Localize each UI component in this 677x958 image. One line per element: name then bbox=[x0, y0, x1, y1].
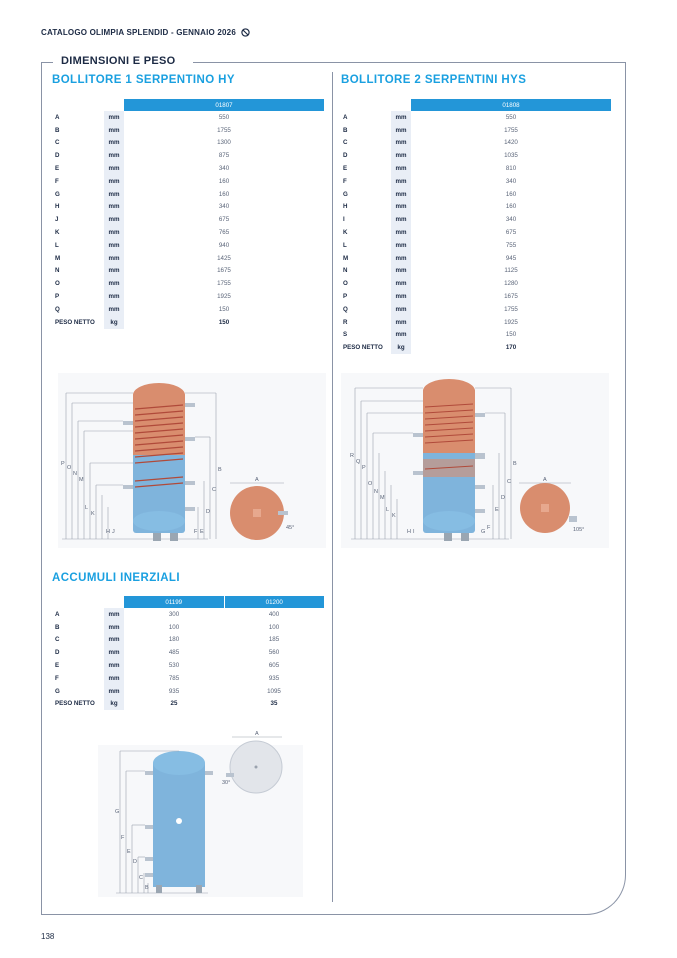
row-value: 1300 bbox=[217, 139, 231, 147]
svg-text:A: A bbox=[255, 731, 259, 737]
row-label: L bbox=[343, 241, 347, 249]
table-row bbox=[340, 175, 611, 188]
row-label: A bbox=[55, 610, 60, 618]
table-row bbox=[52, 137, 324, 150]
row-unit: mm bbox=[391, 111, 411, 124]
row-value: 1755 bbox=[217, 280, 231, 288]
bollitore1-table bbox=[52, 99, 324, 329]
row-unit: mm bbox=[104, 303, 124, 316]
svg-text:O: O bbox=[368, 481, 373, 487]
row-label: C bbox=[55, 139, 60, 147]
table-row bbox=[340, 162, 611, 175]
table-row bbox=[340, 341, 611, 354]
table-row bbox=[340, 201, 611, 214]
row-unit: mm bbox=[391, 124, 411, 137]
row-value: 485 bbox=[168, 649, 180, 657]
row-value: 185 bbox=[268, 636, 280, 644]
table-row bbox=[340, 149, 611, 162]
catalog-title: CATALOGO OLIMPIA SPLENDID - GENNAIO 2026 bbox=[41, 28, 236, 37]
row-label: O bbox=[343, 280, 348, 288]
row-unit: mm bbox=[391, 175, 411, 188]
row-value: 1925 bbox=[217, 293, 231, 301]
svg-text:A: A bbox=[255, 477, 259, 483]
table-row bbox=[52, 201, 324, 214]
row-unit: mm bbox=[104, 188, 124, 201]
no-symbol-icon bbox=[241, 28, 250, 37]
row-label: S bbox=[343, 331, 348, 339]
table-row bbox=[52, 672, 324, 685]
row-unit: mm bbox=[104, 124, 124, 137]
row-label: F bbox=[55, 674, 59, 682]
row-unit: mm bbox=[104, 659, 124, 672]
table-row bbox=[340, 137, 611, 150]
row-value: 605 bbox=[268, 662, 280, 670]
row-unit: kg bbox=[391, 341, 411, 354]
row-unit: mm bbox=[391, 303, 411, 316]
row-value: 935 bbox=[168, 687, 180, 695]
table-row bbox=[340, 277, 611, 290]
row-label: B bbox=[55, 623, 60, 631]
row-label: R bbox=[343, 318, 348, 326]
table-row bbox=[52, 608, 324, 621]
row-value: 1755 bbox=[217, 126, 231, 134]
svg-text:N: N bbox=[374, 489, 378, 495]
row-unit: mm bbox=[391, 277, 411, 290]
row-unit: kg bbox=[104, 698, 124, 711]
svg-text:H: H bbox=[106, 529, 110, 535]
svg-text:G: G bbox=[115, 809, 120, 815]
row-value: 100 bbox=[168, 623, 180, 631]
row-value: 940 bbox=[218, 241, 230, 249]
row-label: Q bbox=[55, 305, 60, 313]
row-value: 675 bbox=[505, 229, 517, 237]
row-unit: mm bbox=[391, 213, 411, 226]
row-value: 340 bbox=[218, 165, 230, 173]
row-label: M bbox=[55, 254, 61, 262]
row-unit: mm bbox=[104, 634, 124, 647]
row-label: L bbox=[55, 241, 59, 249]
svg-text:H: H bbox=[407, 529, 411, 535]
table-row bbox=[52, 175, 324, 188]
row-label: D bbox=[55, 649, 60, 657]
row-value: 100 bbox=[268, 623, 280, 631]
row-label: N bbox=[343, 267, 348, 275]
svg-text:F: F bbox=[121, 835, 125, 841]
row-label: B bbox=[343, 126, 348, 134]
svg-text:E: E bbox=[495, 507, 499, 513]
svg-text:L: L bbox=[386, 507, 390, 513]
row-label: H bbox=[343, 203, 348, 211]
table-row bbox=[52, 265, 324, 278]
row-label: PESO NETTO bbox=[55, 318, 95, 326]
row-value: 810 bbox=[505, 165, 517, 173]
row-unit: mm bbox=[104, 252, 124, 265]
svg-text:L: L bbox=[85, 505, 89, 511]
row-value: 675 bbox=[218, 216, 230, 224]
row-unit: mm bbox=[104, 290, 124, 303]
table-row bbox=[52, 252, 324, 265]
table-row bbox=[340, 239, 611, 252]
bollitore2-code: 01808 bbox=[411, 99, 611, 111]
svg-text:A: A bbox=[543, 477, 547, 483]
row-unit: mm bbox=[391, 239, 411, 252]
bollitore1-title: BOLLITORE 1 SERPENTINO HY bbox=[52, 74, 235, 86]
table-row bbox=[340, 188, 611, 201]
row-unit: mm bbox=[104, 239, 124, 252]
row-label: N bbox=[55, 267, 60, 275]
table-row bbox=[52, 226, 324, 239]
row-value: 550 bbox=[218, 113, 230, 121]
row-value: 160 bbox=[505, 203, 517, 211]
row-value: 150 bbox=[218, 318, 230, 326]
row-value: 1095 bbox=[267, 687, 281, 695]
svg-text:F: F bbox=[487, 525, 491, 531]
accumuli-code-1: 01199 bbox=[124, 596, 224, 608]
svg-text:E: E bbox=[127, 849, 131, 855]
svg-text:K: K bbox=[91, 511, 95, 517]
table-row bbox=[340, 290, 611, 303]
frame-top-edge-right bbox=[193, 62, 625, 63]
row-unit: mm bbox=[391, 329, 411, 342]
row-value: 1425 bbox=[217, 254, 231, 262]
row-label: J bbox=[55, 216, 59, 224]
row-value: 150 bbox=[505, 331, 517, 339]
row-unit: mm bbox=[391, 290, 411, 303]
svg-text:B: B bbox=[218, 467, 222, 473]
row-value: 160 bbox=[218, 190, 230, 198]
svg-text:I: I bbox=[413, 529, 415, 535]
table-row bbox=[340, 316, 611, 329]
row-value: 180 bbox=[168, 636, 180, 644]
row-unit: mm bbox=[391, 201, 411, 214]
row-value: 1925 bbox=[504, 318, 518, 326]
row-unit: mm bbox=[104, 277, 124, 290]
catalog-header bbox=[41, 28, 250, 37]
table-row bbox=[52, 213, 324, 226]
column-divider bbox=[332, 72, 333, 902]
bollitore1-code: 01807 bbox=[124, 99, 324, 111]
row-unit: mm bbox=[104, 621, 124, 634]
row-label: P bbox=[343, 293, 348, 301]
table-row bbox=[52, 124, 324, 137]
row-unit: mm bbox=[104, 201, 124, 214]
row-label: G bbox=[55, 687, 60, 695]
row-value: 300 bbox=[168, 610, 180, 618]
row-value: 1420 bbox=[504, 139, 518, 147]
row-unit: mm bbox=[104, 111, 124, 124]
row-unit: mm bbox=[391, 188, 411, 201]
row-label: G bbox=[343, 190, 348, 198]
table-row bbox=[52, 685, 324, 698]
row-label: C bbox=[55, 636, 60, 644]
row-value: 875 bbox=[218, 152, 230, 160]
row-unit: mm bbox=[104, 149, 124, 162]
row-label: O bbox=[55, 280, 60, 288]
svg-text:F: F bbox=[194, 529, 198, 535]
row-label: A bbox=[343, 113, 348, 121]
svg-text:O: O bbox=[67, 465, 72, 471]
row-value: 150 bbox=[218, 305, 230, 313]
row-value: 1675 bbox=[217, 267, 231, 275]
row-value: 25 bbox=[170, 700, 178, 708]
table-row bbox=[340, 252, 611, 265]
table-row bbox=[52, 111, 324, 124]
table-row bbox=[52, 316, 324, 329]
table-row bbox=[340, 111, 611, 124]
accumuli-code-2: 01200 bbox=[224, 596, 324, 608]
table-row bbox=[52, 659, 324, 672]
table-row bbox=[52, 290, 324, 303]
table-row bbox=[52, 303, 324, 316]
svg-text:M: M bbox=[380, 495, 385, 501]
row-label: C bbox=[343, 139, 348, 147]
table-row bbox=[52, 162, 324, 175]
svg-text:N: N bbox=[73, 471, 77, 477]
row-label: P bbox=[55, 293, 60, 301]
row-value: 1755 bbox=[504, 305, 518, 313]
table-row bbox=[52, 277, 324, 290]
row-unit: mm bbox=[391, 252, 411, 265]
row-label: F bbox=[343, 177, 347, 185]
row-unit: mm bbox=[104, 685, 124, 698]
svg-text:C: C bbox=[212, 487, 216, 493]
row-label: D bbox=[55, 152, 60, 160]
row-label: I bbox=[343, 216, 345, 224]
table-row bbox=[52, 188, 324, 201]
row-value: 160 bbox=[218, 177, 230, 185]
row-value: 340 bbox=[505, 216, 517, 224]
svg-text:B: B bbox=[513, 461, 517, 467]
row-unit: mm bbox=[391, 316, 411, 329]
row-unit: kg bbox=[104, 316, 124, 329]
svg-text:B: B bbox=[145, 885, 149, 891]
svg-text:E: E bbox=[200, 529, 204, 535]
svg-text:J: J bbox=[112, 529, 115, 535]
row-unit: mm bbox=[391, 265, 411, 278]
row-value: 530 bbox=[168, 662, 180, 670]
row-value: 560 bbox=[268, 649, 280, 657]
svg-text:C: C bbox=[507, 479, 511, 485]
svg-text:G: G bbox=[481, 529, 486, 535]
row-unit: mm bbox=[104, 608, 124, 621]
bollitore1-dimension-diagram bbox=[58, 373, 326, 548]
row-value: 785 bbox=[168, 674, 180, 682]
frame-top-edge-left bbox=[41, 62, 53, 63]
row-value: 35 bbox=[270, 700, 278, 708]
table-row bbox=[340, 124, 611, 137]
row-value: 340 bbox=[505, 177, 517, 185]
row-value: 1280 bbox=[504, 280, 518, 288]
table-row bbox=[52, 239, 324, 252]
row-value: 400 bbox=[268, 610, 280, 618]
row-value: 1035 bbox=[504, 152, 518, 160]
row-value: 550 bbox=[505, 113, 517, 121]
row-label: H bbox=[55, 203, 60, 211]
accumuli-table bbox=[52, 596, 324, 710]
svg-text:30°: 30° bbox=[222, 780, 231, 786]
table-row bbox=[52, 646, 324, 659]
svg-text:D: D bbox=[133, 859, 137, 865]
svg-text:C: C bbox=[139, 875, 143, 881]
row-label: E bbox=[55, 165, 60, 173]
row-unit: mm bbox=[104, 213, 124, 226]
svg-text:Q: Q bbox=[356, 459, 361, 465]
svg-text:K: K bbox=[392, 513, 396, 519]
svg-text:P: P bbox=[61, 461, 65, 467]
svg-text:105°: 105° bbox=[573, 527, 585, 533]
table-row bbox=[340, 265, 611, 278]
row-label: E bbox=[343, 165, 348, 173]
row-unit: mm bbox=[104, 265, 124, 278]
table-row bbox=[340, 303, 611, 316]
table-row bbox=[52, 621, 324, 634]
table-row bbox=[340, 226, 611, 239]
row-unit: mm bbox=[104, 226, 124, 239]
accumuli-dimension-diagram bbox=[98, 727, 303, 897]
row-value: 935 bbox=[268, 674, 280, 682]
row-label: A bbox=[55, 113, 60, 121]
row-unit: mm bbox=[104, 672, 124, 685]
svg-text:R: R bbox=[350, 453, 354, 459]
row-unit: mm bbox=[104, 646, 124, 659]
table-row bbox=[340, 329, 611, 342]
row-value: 765 bbox=[218, 229, 230, 237]
table-row bbox=[340, 213, 611, 226]
accumuli-title: ACCUMULI INERZIALI bbox=[52, 572, 180, 584]
row-value: 160 bbox=[505, 190, 517, 198]
row-label: M bbox=[343, 254, 349, 262]
bollitore2-dimension-diagram bbox=[341, 373, 609, 548]
row-value: 945 bbox=[505, 254, 517, 262]
row-label: F bbox=[55, 177, 59, 185]
row-label: Q bbox=[343, 305, 348, 313]
row-unit: mm bbox=[104, 162, 124, 175]
svg-text:P: P bbox=[362, 465, 366, 471]
row-unit: mm bbox=[104, 175, 124, 188]
row-label: E bbox=[55, 662, 60, 670]
row-unit: mm bbox=[391, 137, 411, 150]
section-title: DIMENSIONI E PESO bbox=[58, 55, 179, 67]
page-number: 138 bbox=[41, 932, 55, 941]
table-row bbox=[52, 634, 324, 647]
svg-text:D: D bbox=[206, 509, 210, 515]
row-label: K bbox=[55, 229, 60, 237]
svg-text:D: D bbox=[501, 495, 505, 501]
row-value: 1125 bbox=[504, 267, 518, 275]
row-value: 755 bbox=[505, 241, 517, 249]
row-value: 170 bbox=[505, 344, 517, 352]
row-unit: mm bbox=[391, 226, 411, 239]
row-label: PESO NETTO bbox=[55, 700, 95, 708]
row-value: 340 bbox=[218, 203, 230, 211]
table-row bbox=[52, 149, 324, 162]
row-value: 1675 bbox=[504, 293, 518, 301]
svg-text:M: M bbox=[79, 477, 84, 483]
row-label: G bbox=[55, 190, 60, 198]
bollitore2-title: BOLLITORE 2 SERPENTINI HYS bbox=[341, 74, 527, 86]
svg-text:45°: 45° bbox=[286, 525, 295, 531]
row-label: D bbox=[343, 152, 348, 160]
row-unit: mm bbox=[391, 149, 411, 162]
row-unit: mm bbox=[391, 162, 411, 175]
row-value: 1755 bbox=[504, 126, 518, 134]
row-label: PESO NETTO bbox=[343, 344, 383, 352]
bollitore2-table bbox=[340, 99, 611, 354]
row-label: K bbox=[343, 229, 348, 237]
row-unit: mm bbox=[104, 137, 124, 150]
table-row bbox=[52, 698, 324, 711]
row-label: B bbox=[55, 126, 60, 134]
